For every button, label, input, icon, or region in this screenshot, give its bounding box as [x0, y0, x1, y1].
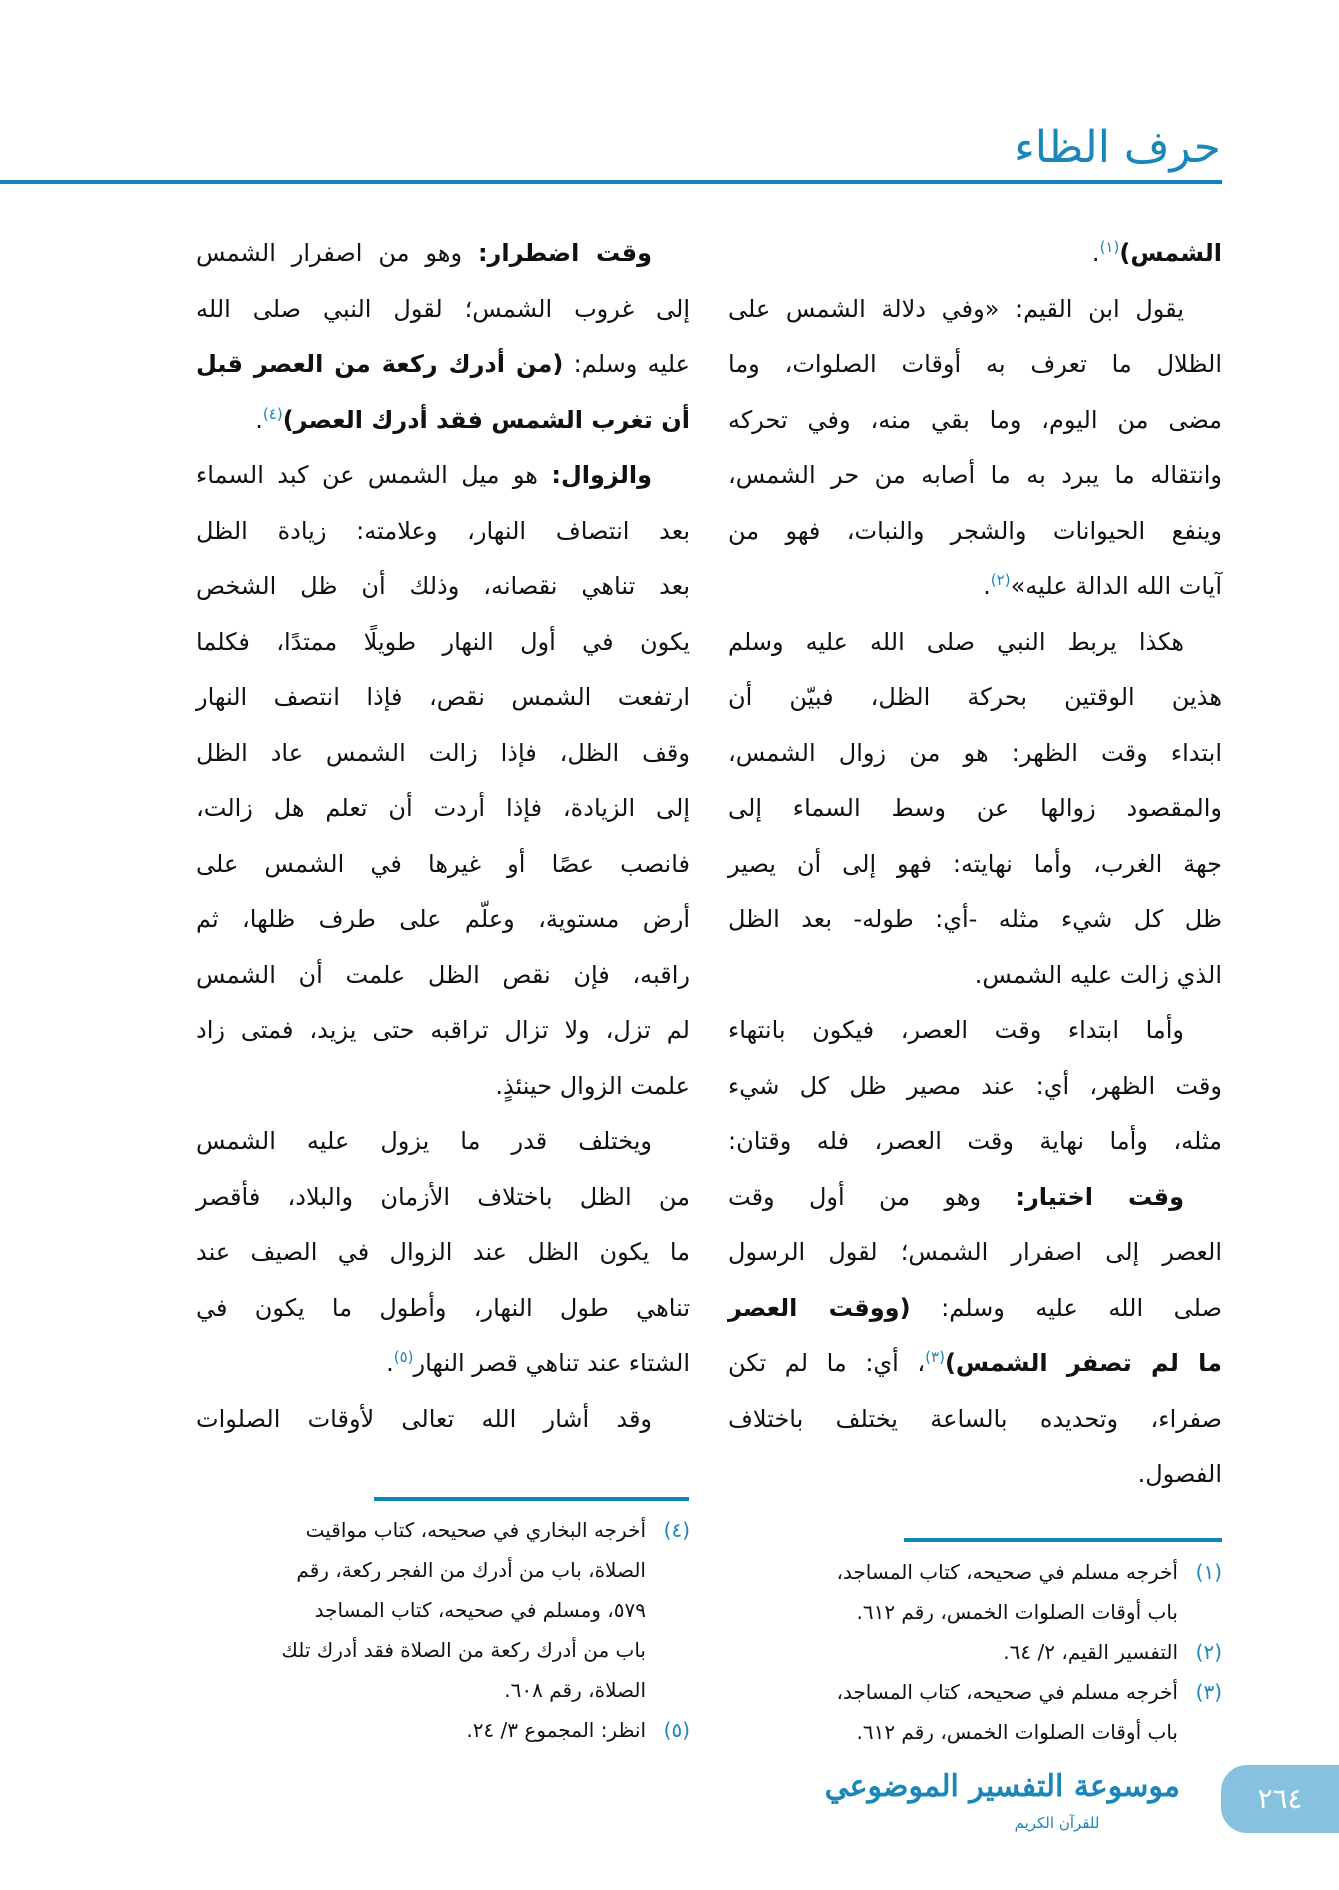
footnote-number: (١): [1195, 1560, 1222, 1584]
text-segment: وقف الظل، فإذا زالت الشمس عاد الظل: [196, 738, 690, 767]
text-segment: وقت الظهر، أي: عند مصير ظل كل شيء: [728, 1071, 1222, 1100]
chapter-title: حرف الظاء: [1014, 122, 1221, 173]
text-segment: يقول ابن القيم: «وفي دلالة الشمس على: [728, 294, 1184, 323]
text-line: [196, 726, 690, 782]
footnote-ref: (٤): [262, 404, 283, 423]
text-line: [728, 1003, 1222, 1059]
text-line: [728, 1336, 1222, 1392]
footnotes-left: [196, 1510, 690, 1750]
bold-text: ما لم تصفر الشمس): [944, 1349, 1222, 1377]
text-segment: هكذا يربط النبي صلى الله عليه وسلم: [728, 627, 1184, 656]
text-segment: وهو من أول وقت: [728, 1182, 1016, 1211]
text-segment: ما يكون الظل عند الزوال في الصيف عند: [196, 1238, 690, 1266]
text-column-right: [728, 226, 1222, 1503]
footnote: [196, 1510, 690, 1710]
text-segment: صلى الله عليه وسلم:: [910, 1293, 1222, 1322]
text-line: [728, 837, 1222, 893]
footnote: [728, 1552, 1222, 1632]
text-line: [196, 1059, 690, 1115]
text-line: [728, 1059, 1222, 1115]
logo-title: موسوعة التفسير الموضوعي: [824, 1769, 1180, 1804]
footnote-separator-right: [904, 1538, 1222, 1542]
footnote-separator-left: [374, 1497, 689, 1501]
text-line: [196, 1003, 690, 1059]
bold-text: وقت اضطرار:: [477, 239, 652, 267]
text-line: [196, 1225, 690, 1281]
text-segment: بعد تناهي نقصانه، وذلك أن ظل الشخص: [196, 572, 690, 600]
bold-text: والزوال:: [551, 461, 652, 489]
footnote-line: أخرجه مسلم في صحيحه، كتاب المساجد،: [836, 1560, 1178, 1584]
text-line: [728, 1447, 1222, 1503]
text-segment: .: [255, 405, 263, 434]
footnote: [196, 1710, 690, 1750]
text-segment: ابتداء وقت الظهر: هو من زوال الشمس،: [728, 738, 1222, 767]
text-line: [196, 1114, 690, 1170]
footnote: [728, 1672, 1222, 1752]
text-segment: هذين الوقتين بحركة الظل، فبيّن أن: [728, 683, 1222, 711]
text-segment: فانصب عصًا أو غيرها في الشمس على: [196, 849, 690, 878]
footnote-line: باب من أدرك ركعة من الصلاة فقد أدرك تلك: [281, 1638, 646, 1662]
text-segment: بعد انتصاف النهار، وعلامته: زيادة الظل: [196, 516, 690, 545]
footnote-ref: (٥): [393, 1348, 414, 1366]
text-line: [196, 948, 690, 1004]
text-line: [728, 615, 1222, 671]
text-segment: .: [386, 1349, 394, 1377]
footnote-text: [466, 1710, 646, 1750]
text-segment: صفراء، وتحديده بالساعة يختلف باختلاف: [728, 1404, 1222, 1433]
text-line: [196, 781, 690, 837]
text-line: [196, 1281, 690, 1337]
footnote-ref: (٢): [990, 571, 1011, 589]
text-segment: الشتاء عند تناهي قصر النهار: [413, 1349, 690, 1377]
footnote-text: [1003, 1632, 1178, 1672]
text-line: [196, 837, 690, 893]
text-segment: جهة الغرب، وأما نهايته: فهو إلى أن يصير: [728, 849, 1222, 878]
footnote-line: أخرجه مسلم في صحيحه، كتاب المساجد،: [836, 1680, 1178, 1704]
text-line: [728, 448, 1222, 504]
text-segment: أرض مستوية، وعلّم على طرف ظلها، ثم: [196, 905, 690, 933]
footnote-line: ٥٧٩، ومسلم في صحيحه، كتاب المساجد: [314, 1598, 646, 1622]
text-segment: آيات الله الدالة عليه»: [1010, 572, 1222, 600]
text-segment: مثله، وأما نهاية وقت العصر، فله وقتان:: [728, 1127, 1222, 1155]
bold-text: (من أدرك ركعة من العصر قبل: [196, 350, 564, 378]
text-line: [196, 393, 690, 449]
text-line: [196, 1392, 690, 1448]
footnote-number: (٤): [663, 1518, 690, 1542]
bold-text: الشمس): [1119, 239, 1222, 267]
text-segment: .: [1091, 239, 1100, 267]
text-segment: مضى من اليوم، وما بقي منه، وفي تحركه: [728, 405, 1222, 434]
text-segment: إلى الزيادة، فإذا أردت أن تعلم هل زالت،: [196, 794, 690, 822]
text-line: [728, 393, 1222, 449]
footnote-line: انظر: المجموع ٣/ ٢٤.: [466, 1718, 646, 1742]
text-segment: راقبه، فإن نقص الظل علمت أن الشمس: [196, 960, 690, 989]
text-line: [196, 670, 690, 726]
text-segment: إلى غروب الشمس؛ لقول النبي صلى الله: [196, 294, 690, 323]
footnote-line: باب أوقات الصلوات الخمس، رقم ٦١٢.: [856, 1600, 1178, 1624]
bold-text: وقت اختيار:: [1015, 1182, 1185, 1211]
text-segment: وأما ابتداء وقت العصر، فيكون بانتهاء: [728, 1016, 1184, 1044]
text-segment: والمقصود زوالها عن وسط السماء إلى: [728, 794, 1222, 822]
text-segment: من الظل باختلاف الأزمان والبلاد، فأقصر: [196, 1182, 690, 1211]
text-line: [728, 670, 1222, 726]
text-line: [196, 1336, 690, 1392]
text-line: [196, 226, 690, 282]
text-line: [728, 781, 1222, 837]
text-line: [196, 504, 690, 560]
text-line: [728, 948, 1222, 1004]
text-segment: ظل كل شيء مثله -أي: طوله- بعد الظل: [728, 905, 1222, 933]
text-segment: ويختلف قدر ما يزول عليه الشمس: [196, 1127, 652, 1155]
text-column-left: [196, 226, 690, 1447]
text-line: [196, 282, 690, 338]
footnote-line: أخرجه البخاري في صحيحه، كتاب مواقيت: [305, 1518, 646, 1542]
text-line: [728, 504, 1222, 560]
text-segment: وينفع الحيوانات والشجر والنبات، فهو من: [728, 516, 1222, 545]
text-line: [728, 1392, 1222, 1448]
footnote-line: الصلاة، رقم ٦٠٨.: [504, 1678, 646, 1702]
footnote-line: التفسير القيم، ٢/ ٦٤.: [1003, 1640, 1178, 1664]
text-segment: ، أي: ما لم تكن: [728, 1349, 926, 1377]
footnote-number: (٢): [1195, 1640, 1222, 1664]
text-segment: الفصول.: [1137, 1460, 1222, 1488]
footnote-number: (٣): [1195, 1680, 1222, 1704]
text-segment: يكون في أول النهار طويلًا ممتدًا، فكلما: [196, 627, 690, 656]
text-segment: وانتقاله ما يبرد به ما أصابه من حر الشمس،: [728, 461, 1222, 489]
text-line: [728, 1114, 1222, 1170]
footnote-text: [836, 1552, 1178, 1632]
footnote: [728, 1632, 1222, 1672]
footnote-ref: (٣): [925, 1348, 945, 1366]
logo-subtitle: للقرآن الكريم: [1014, 1814, 1100, 1832]
text-line: [196, 337, 690, 393]
text-segment: الظلال ما تعرف به أوقات الصلوات، وما: [728, 350, 1222, 378]
page-number: ٢٦٤: [1221, 1765, 1339, 1833]
text-segment: .: [983, 572, 991, 600]
footnote-ref: (١): [1099, 238, 1120, 256]
footnote-text: [281, 1510, 646, 1710]
footnote-line: الصلاة، باب من أدرك من الفجر ركعة، رقم: [296, 1558, 646, 1582]
text-segment: وقد أشار الله تعالى لأوقات الصلوات: [196, 1404, 652, 1433]
text-line: [728, 282, 1222, 338]
text-line: [728, 892, 1222, 948]
text-line: [196, 1170, 690, 1226]
text-segment: علمت الزوال حينئذٍ.: [495, 1071, 690, 1100]
text-line: [728, 559, 1222, 615]
footnotes-right: [728, 1552, 1222, 1752]
encyclopedia-logo: [824, 1762, 1180, 1848]
text-line: [728, 1225, 1222, 1281]
text-line: [196, 615, 690, 671]
text-segment: تناهي طول النهار، وأطول ما يكون في: [196, 1293, 690, 1322]
text-line: [728, 226, 1222, 282]
footnote-text: [836, 1672, 1178, 1752]
text-line: [728, 1281, 1222, 1337]
text-line: [728, 337, 1222, 393]
bold-text: (ووقت العصر: [728, 1293, 911, 1322]
text-line: [728, 726, 1222, 782]
text-segment: وهو من اصفرار الشمس: [196, 239, 478, 267]
text-segment: العصر إلى اصفرار الشمس؛ لقول الرسول: [728, 1238, 1222, 1266]
text-line: [728, 1170, 1222, 1226]
header-rule: [0, 180, 1222, 184]
text-segment: لم تزل، ولا تزال تراقبه حتى يزيد، فمتى زاد: [196, 1016, 690, 1044]
footnote-number: (٥): [663, 1718, 690, 1742]
text-line: [196, 448, 690, 504]
text-line: [196, 892, 690, 948]
text-segment: الذي زالت عليه الشمس.: [974, 960, 1222, 989]
text-segment: هو ميل الشمس عن كبد السماء: [196, 461, 552, 489]
footnote-line: باب أوقات الصلوات الخمس، رقم ٦١٢.: [856, 1720, 1178, 1744]
text-segment: ارتفعت الشمس نقص، فإذا انتصف النهار: [196, 683, 690, 711]
text-segment: عليه وسلم:: [563, 350, 691, 378]
bold-text: أن تغرب الشمس فقد أدرك العصر): [282, 405, 690, 434]
text-line: [196, 559, 690, 615]
